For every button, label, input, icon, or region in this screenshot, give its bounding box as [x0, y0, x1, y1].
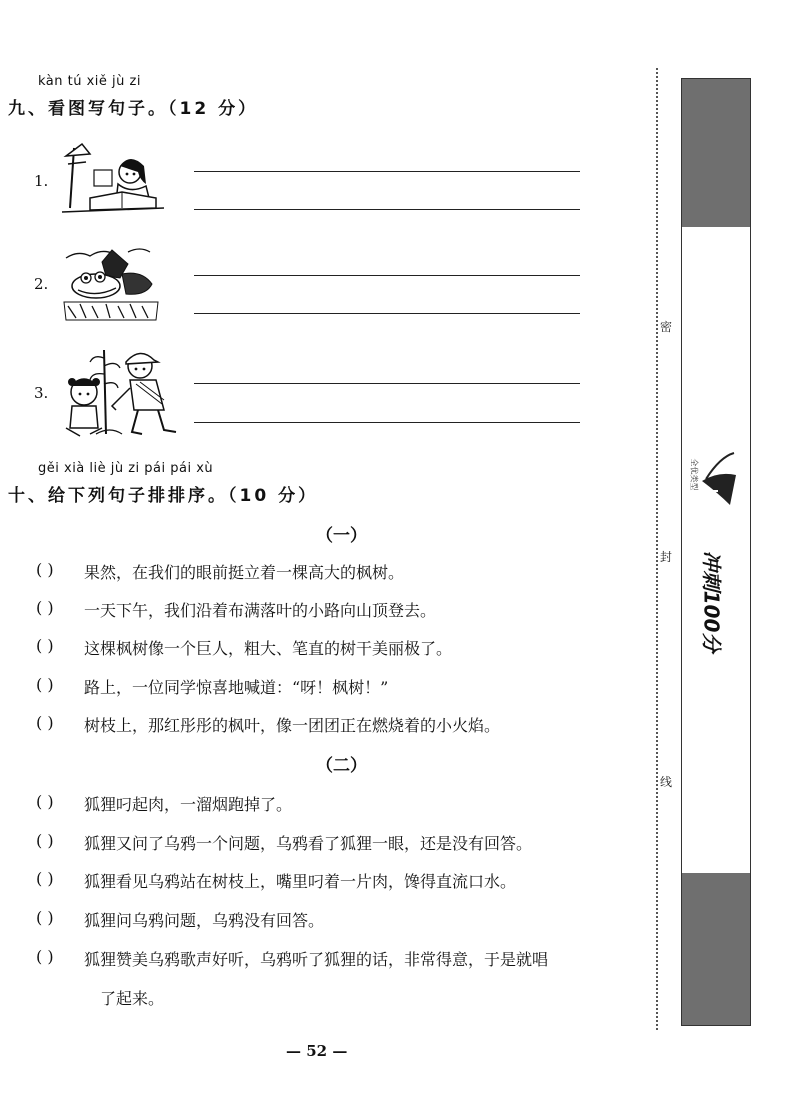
sidebar-top-band	[682, 79, 750, 227]
seal-char-feng: 封	[660, 550, 673, 564]
frog-crow-illustration	[62, 244, 162, 324]
order-blank[interactable]: ( )	[36, 675, 54, 694]
section9-title: 九、看图写句子。（12 分）	[8, 99, 259, 119]
brand-logo-text: 全优类型	[689, 458, 699, 491]
answer-line[interactable]	[194, 171, 580, 172]
order-blank[interactable]: ( )	[36, 636, 54, 655]
sentence-text: 狐狸看见乌鸦站在树枝上，嘴里叼着一片肉，馋得直流口水。	[84, 872, 517, 891]
item1-number: 1.	[34, 172, 49, 190]
answer-line[interactable]	[194, 422, 580, 423]
group1-label: （一）	[316, 526, 367, 546]
order-blank[interactable]: ( )	[36, 831, 54, 850]
sidebar-bottom-band	[682, 873, 750, 1025]
order-blank[interactable]: ( )	[36, 908, 54, 927]
brand-title: 冲刺100分	[699, 550, 724, 653]
brand-logo-icon	[696, 451, 740, 509]
group2-label: （二）	[316, 756, 367, 776]
children-planting-tree-illustration	[60, 344, 186, 444]
item2-number: 2.	[34, 275, 49, 293]
order-blank[interactable]: ( )	[36, 713, 54, 732]
page-number: — 52 —	[286, 1042, 348, 1060]
seal-char-xian: 线	[660, 775, 673, 789]
order-blank[interactable]: ( )	[36, 947, 54, 966]
section9-pinyin: kàn tú xiě jù zi	[38, 74, 141, 89]
item3-number: 3.	[34, 384, 49, 402]
answer-line[interactable]	[194, 209, 580, 210]
sentence-text: 树枝上，那红彤彤的枫叶，像一团团正在燃烧着的小火焰。	[84, 716, 501, 735]
sentence-continuation: 了起来。	[100, 989, 165, 1008]
seal-char-mi: 密	[660, 320, 673, 334]
answer-line[interactable]	[194, 313, 580, 314]
sentence-text: 狐狸赞美乌鸦歌声好听，乌鸦听了狐狸的话，非常得意，于是就唱	[84, 950, 549, 969]
sentence-text: 路上，一位同学惊喜地喊道：“呀！枫树！”	[84, 678, 389, 697]
section10-pinyin: gěi xià liè jù zi pái pái xù	[38, 461, 214, 476]
right-sidebar	[681, 78, 751, 1026]
sentence-text: 狐狸问乌鸦问题，乌鸦没有回答。	[84, 911, 325, 930]
girl-reading-illustration	[60, 136, 170, 216]
order-blank[interactable]: ( )	[36, 598, 54, 617]
order-blank[interactable]: ( )	[36, 792, 54, 811]
order-blank[interactable]: ( )	[36, 560, 54, 579]
order-blank[interactable]: ( )	[36, 869, 54, 888]
answer-line[interactable]	[194, 383, 580, 384]
sentence-text: 果然，在我们的眼前挺立着一棵高大的枫树。	[84, 563, 405, 582]
section10-title: 十、给下列句子排排序。（10 分）	[8, 486, 319, 506]
answer-line[interactable]	[194, 275, 580, 276]
sentence-text: 狐狸又问了乌鸦一个问题，乌鸦看了狐狸一眼，还是没有回答。	[84, 834, 533, 853]
sentence-text: 这棵枫树像一个巨人，粗大、笔直的树干美丽极了。	[84, 639, 453, 658]
sentence-text: 狐狸叼起肉，一溜烟跑掉了。	[84, 795, 293, 814]
binding-dotted-line	[656, 68, 658, 1030]
sentence-text: 一天下午，我们沿着布满落叶的小路向山顶登去。	[84, 601, 437, 620]
